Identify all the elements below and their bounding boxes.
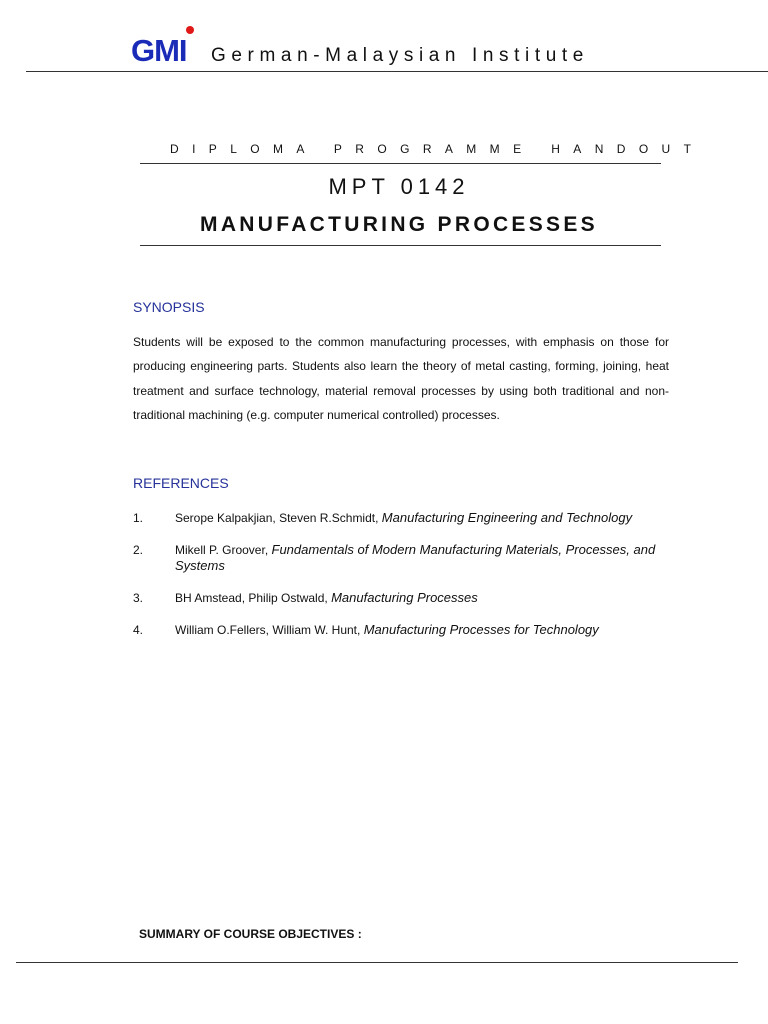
summary-heading: SUMMARY OF COURSE OBJECTIVES : bbox=[139, 927, 362, 941]
reference-title: Manufacturing Processes bbox=[331, 590, 478, 605]
synopsis-text: Students will be exposed to the common manufacturing processes, with emphasis on those for producing engineering parts. Students also learn the theory of metal casting, forming, joining, heat treatment and surface technology, material removal processes by using both traditional and non-traditional machining (e.g. computer numerical controlled) processes. bbox=[133, 335, 669, 422]
title-divider-bottom bbox=[140, 245, 661, 246]
footer-divider bbox=[16, 962, 738, 963]
reference-number: 3. bbox=[133, 591, 144, 605]
logo-dot-icon bbox=[186, 26, 194, 34]
course-code: MPT 0142 bbox=[328, 174, 470, 199]
synopsis-heading: SYNOPSIS bbox=[133, 299, 205, 315]
title-divider-top bbox=[140, 163, 661, 164]
institute-name: German-Malaysian Institute bbox=[211, 45, 589, 66]
reference-title: Manufacturing Engineering and Technology bbox=[381, 510, 633, 525]
gmi-logo: GMI bbox=[131, 33, 187, 68]
reference-authors: William O.Fellers, William W. Hunt, bbox=[175, 623, 361, 637]
header-divider bbox=[26, 71, 768, 72]
reference-title: Manufacturing Processes for Technology bbox=[363, 622, 599, 637]
programme-label: DIPLOMA PROGRAMME HANDOUT bbox=[170, 142, 705, 156]
reference-number: 4. bbox=[133, 623, 144, 637]
reference-authors: Serope Kalpakjian, Steven R.Schmidt, bbox=[175, 511, 379, 525]
reference-number: 2. bbox=[133, 543, 144, 557]
course-name: MANUFACTURING PROCESSES bbox=[200, 213, 598, 236]
reference-number: 1. bbox=[133, 511, 144, 525]
reference-title: Fundamentals of Modern Manufacturing Materials, Processes, and Systems bbox=[175, 542, 656, 573]
references-heading: REFERENCES bbox=[133, 475, 229, 491]
reference-authors: BH Amstead, Philip Ostwald, bbox=[175, 591, 328, 605]
reference-authors: Mikell P. Groover, bbox=[175, 543, 269, 557]
document-header bbox=[0, 0, 768, 72]
